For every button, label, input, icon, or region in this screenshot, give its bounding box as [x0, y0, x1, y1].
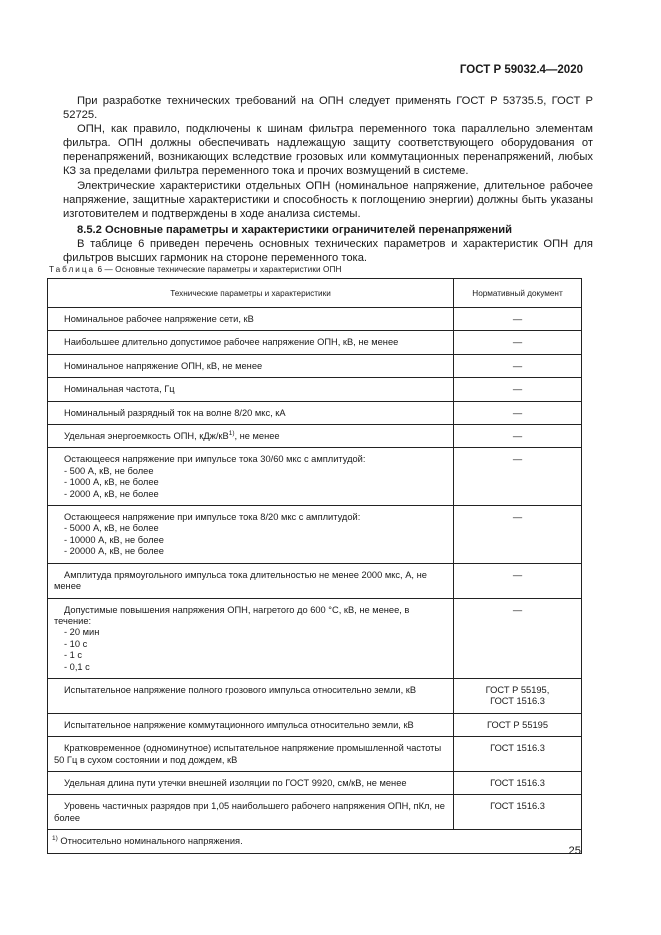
table-row	[48, 678, 582, 713]
list-item: - 1000 А, кВ, не более	[64, 477, 159, 488]
param-cell: Кратковременное (одноминутное) испытательное напряжение промышленной частоты 50 Гц в сухом состоянии и под дождем, кВ	[48, 737, 454, 772]
param-text-tail: , не менее	[234, 431, 280, 442]
doc-cell: —	[454, 308, 582, 331]
param-cell: Испытательное напряжение коммутационного импульса относительно земли, кВ	[48, 713, 454, 736]
paragraph-3: Электрические характеристики отдельных ОПН (номинальное напряжение, длительное рабочее напряжение, защитные характеристики и способность к поглощению энергии) должны быть указаны изготовителем и подтверждены в ходе анализа системы.	[63, 179, 593, 220]
doc-cell: —	[454, 331, 582, 354]
param-cell: Испытательное напряжение полного грозового импульса относительно земли, кВ	[48, 678, 454, 713]
page-number: 25	[568, 845, 581, 857]
list-item: - 2000 А, кВ, не более	[64, 488, 159, 499]
list-item: - 500 А, кВ, не более	[64, 465, 154, 476]
list-item: - 0,1 с	[64, 661, 90, 672]
paragraph-1: При разработке технических требований на ОПН следует применять ГОСТ Р 53735.5, ГОСТ Р 52725.	[63, 95, 593, 122]
parameters-table	[47, 278, 582, 854]
doc-cell: —	[454, 401, 582, 424]
document-header: ГОСТ Р 59032.4—2020	[459, 64, 583, 76]
param-cell	[48, 448, 454, 506]
table-row	[48, 771, 582, 794]
body-text	[63, 94, 593, 265]
footnote-row	[48, 830, 582, 853]
table-caption	[49, 265, 342, 274]
param-cell: Наибольшее длительно допустимое рабочее напряжение ОПН, кВ, не менее	[48, 331, 454, 354]
param-cell: Уровень частичных разрядов при 1,05 наибольшего рабочего напряжения ОПН, пКл, не более	[48, 795, 454, 830]
table-row	[48, 401, 582, 424]
table-row	[48, 506, 582, 564]
list-item: - 1 с	[64, 650, 83, 661]
table-row	[48, 448, 582, 506]
list-item: - 20 мин	[64, 627, 100, 638]
param-cell: Номинальный разрядный ток на волне 8/20 мкс, кА	[48, 401, 454, 424]
param-text: Остающееся напряжение при импульсе тока 8/20 мкс с амплитудой:	[64, 512, 361, 523]
param-cell: Номинальное напряжение ОПН, кВ, не менее	[48, 354, 454, 377]
paragraph-2: ОПН, как правило, подключены к шинам фильтра переменного тока параллельно элементам фильтра. ОПН должны обеспечивать надлежащую защиту соответствующего оборудования от перенапряжений, возникающих вследствие грозовых или коммутационных перенапряжений, любых КЗ за пределами фильтра переменного тока и прочих возмущений в системе.	[63, 123, 593, 178]
paragraph-4: В таблице 6 приведен перечень основных технических параметров и характеристик ОПН для фильтров высших гармоник на стороне переменного тока.	[63, 237, 593, 265]
table-row	[48, 598, 582, 678]
table-row	[48, 331, 582, 354]
doc-cell: ГОСТ 1516.3	[454, 737, 582, 772]
doc-cell: —	[454, 354, 582, 377]
param-cell: Номинальная частота, Гц	[48, 378, 454, 401]
table-row	[48, 563, 582, 598]
param-cell	[48, 598, 454, 678]
table-caption-prefix: Таблица	[49, 265, 96, 274]
doc-cell: —	[454, 425, 582, 448]
col-header-document: Нормативный документ	[454, 279, 582, 308]
footnote-ref: 1)	[228, 430, 235, 438]
doc-line: ГОСТ 1516.3	[490, 696, 545, 707]
param-cell: Амплитуда прямоугольного импульса тока длительностью не менее 2000 мкс, А, не менее	[48, 563, 454, 598]
param-text: Допустимые повышения напряжения ОПН, нагретого до 600 °С, кВ, не менее, в течение:	[54, 604, 410, 626]
footnote-text: Относительно номинального напряжения.	[57, 836, 243, 847]
table-row	[48, 713, 582, 736]
doc-cell: ГОСТ 1516.3	[454, 771, 582, 794]
table-row	[48, 425, 582, 448]
doc-line: ГОСТ Р 55195,	[485, 684, 550, 695]
table-row	[48, 308, 582, 331]
table-footnote	[48, 830, 582, 853]
col-header-parameters: Технические параметры и характеристики	[48, 279, 454, 308]
list-item: - 10000 А, кВ, не более	[64, 534, 164, 545]
doc-cell: ГОСТ 1516.3	[454, 795, 582, 830]
param-cell	[48, 425, 454, 448]
table-row	[48, 795, 582, 830]
section-heading: 8.5.2 Основные параметры и характеристики ограничителей перенапряжений	[77, 223, 512, 236]
doc-cell: —	[454, 563, 582, 598]
doc-cell: —	[454, 378, 582, 401]
param-text: Остающееся напряжение при импульсе тока 30/60 мкс с амплитудой:	[64, 454, 366, 465]
param-cell: Номинальное рабочее напряжение сети, кВ	[48, 308, 454, 331]
table-row	[48, 378, 582, 401]
list-item: - 5000 А, кВ, не более	[64, 523, 159, 534]
param-text: Удельная энергоемкость ОПН, кДж/кВ	[64, 431, 229, 442]
table-header-row	[48, 279, 582, 308]
doc-cell: —	[454, 506, 582, 564]
table-row	[48, 737, 582, 772]
doc-cell: ГОСТ Р 55195	[454, 713, 582, 736]
table-row	[48, 354, 582, 377]
list-item: - 10 с	[64, 638, 88, 649]
param-cell	[48, 506, 454, 564]
list-item: - 20000 А, кВ, не более	[64, 546, 164, 557]
param-cell: Удельная длина пути утечки внешней изоляции по ГОСТ 9920, см/кВ, не менее	[48, 771, 454, 794]
doc-cell	[454, 678, 582, 713]
doc-cell: —	[454, 598, 582, 678]
doc-cell: —	[454, 448, 582, 506]
table-caption-title: 6 — Основные технические параметры и характеристики ОПН	[95, 265, 342, 274]
footnote-mark: 1)	[52, 835, 58, 843]
